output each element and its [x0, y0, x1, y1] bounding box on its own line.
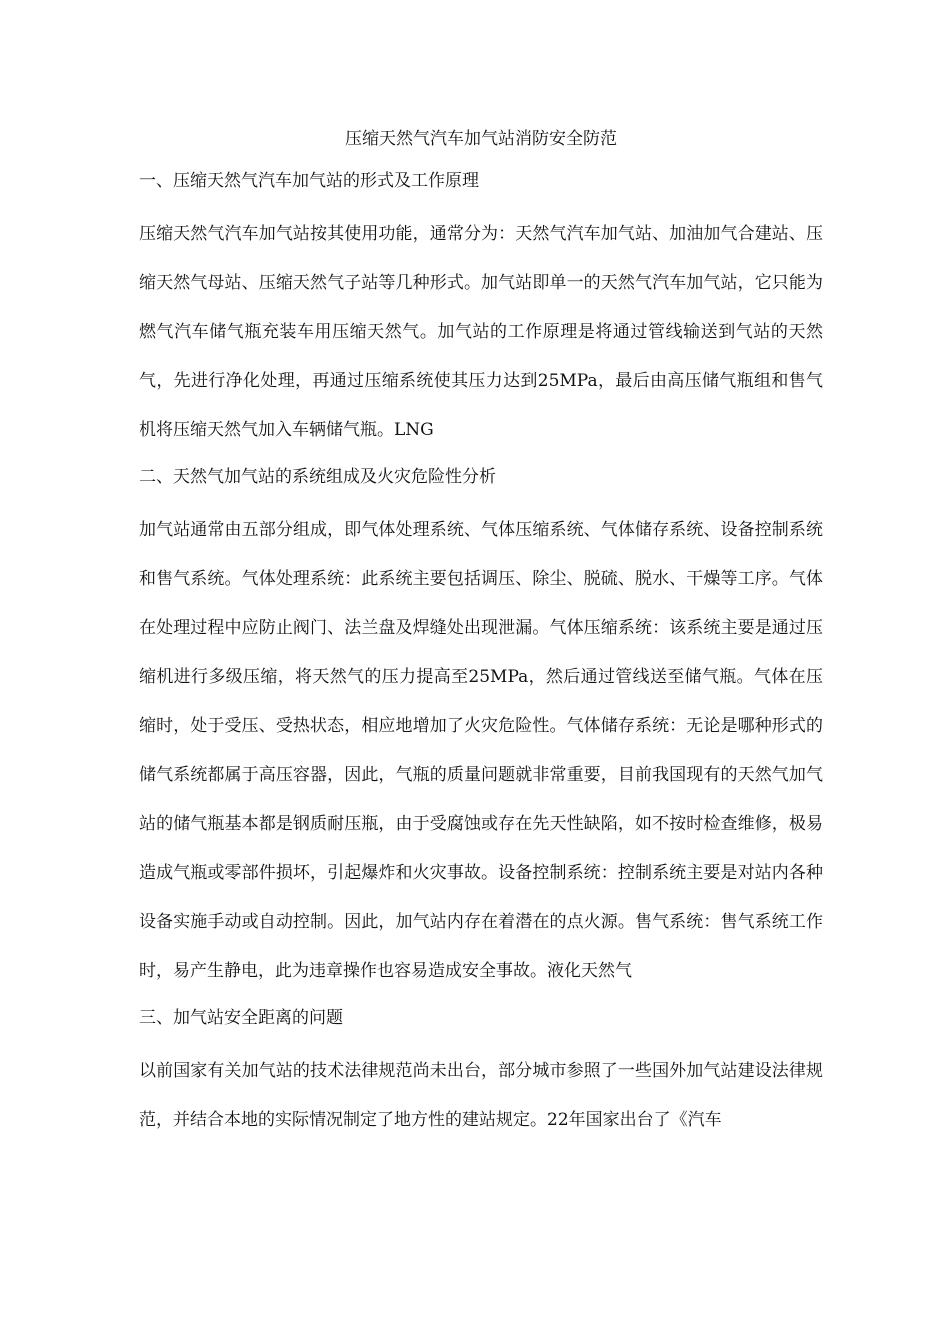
section-paragraph: 加气站通常由五部分组成，即气体处理系统、气体压缩系统、气体储存系统、设备控制系统和售气系统。气体处理系统：此系统主要包括调压、除尘、脱硫、脱水、干燥等工序。气体在处理过程中应防止阀门、法兰盘及焊缝处出现泄漏。气体压缩系统：该系统主要是通过压缩机进行多级压缩，将天然气的压力提高至25MPa，然后通过管线送至储气瓶。气体在压缩时，处于受压、受热状态，相应地增加了火灾危险性。气体储存系统：无论是哪种形式的储气系统都属于高压容器，因此，气瓶的质量问题就非常重要，目前我国现有的天然气加气站的储气瓶基本都是钢质耐压瓶，由于受腐蚀或存在先天性缺陷，如不按时检查维修，极易造成气瓶或零部件损坏，引起爆炸和火灾事故。设备控制系统：控制系统主要是对站内各种设备实施手动或自动控制。因此，加气站内存在着潜在的点火源。售气系统：售气系统工作时，易产生静电，此为违章操作也容易造成安全事故。液化天然气: [139, 520, 823, 981]
section-heading: 三、加气站安全距离的问题: [139, 1008, 343, 1028]
section-paragraph: 以前国家有关加气站的技术法律规范尚未出台，部分城市参照了一些国外加气站建设法律规范，并结合本地的实际情况制定了地方性的建站规定。22年国家出台了《汽车: [139, 1061, 823, 1130]
section-heading: 二、天然气加气站的系统组成及火灾危险性分析: [139, 467, 496, 487]
section-paragraph: 压缩天然气汽车加气站按其使用功能，通常分为：天然气汽车加气站、加油加气合建站、压缩天然气母站、压缩天然气子站等几种形式。加气站即单一的天然气汽车加气站，它只能为燃气汽车储气瓶充装车用压缩天然气。加气站的工作原理是将通过管线输送到气站的天然气，先进行净化处理，再通过压缩系统使其压力达到25MPa，最后由高压储气瓶组和售气机将压缩天然气加入车辆储气瓶。LNG: [139, 224, 823, 440]
document-body: [139, 124, 823, 1152]
document-title: 压缩天然气汽车加气站消防安全防范: [345, 129, 617, 149]
section-heading: 一、压缩天然气汽车加气站的形式及工作原理: [139, 171, 479, 191]
